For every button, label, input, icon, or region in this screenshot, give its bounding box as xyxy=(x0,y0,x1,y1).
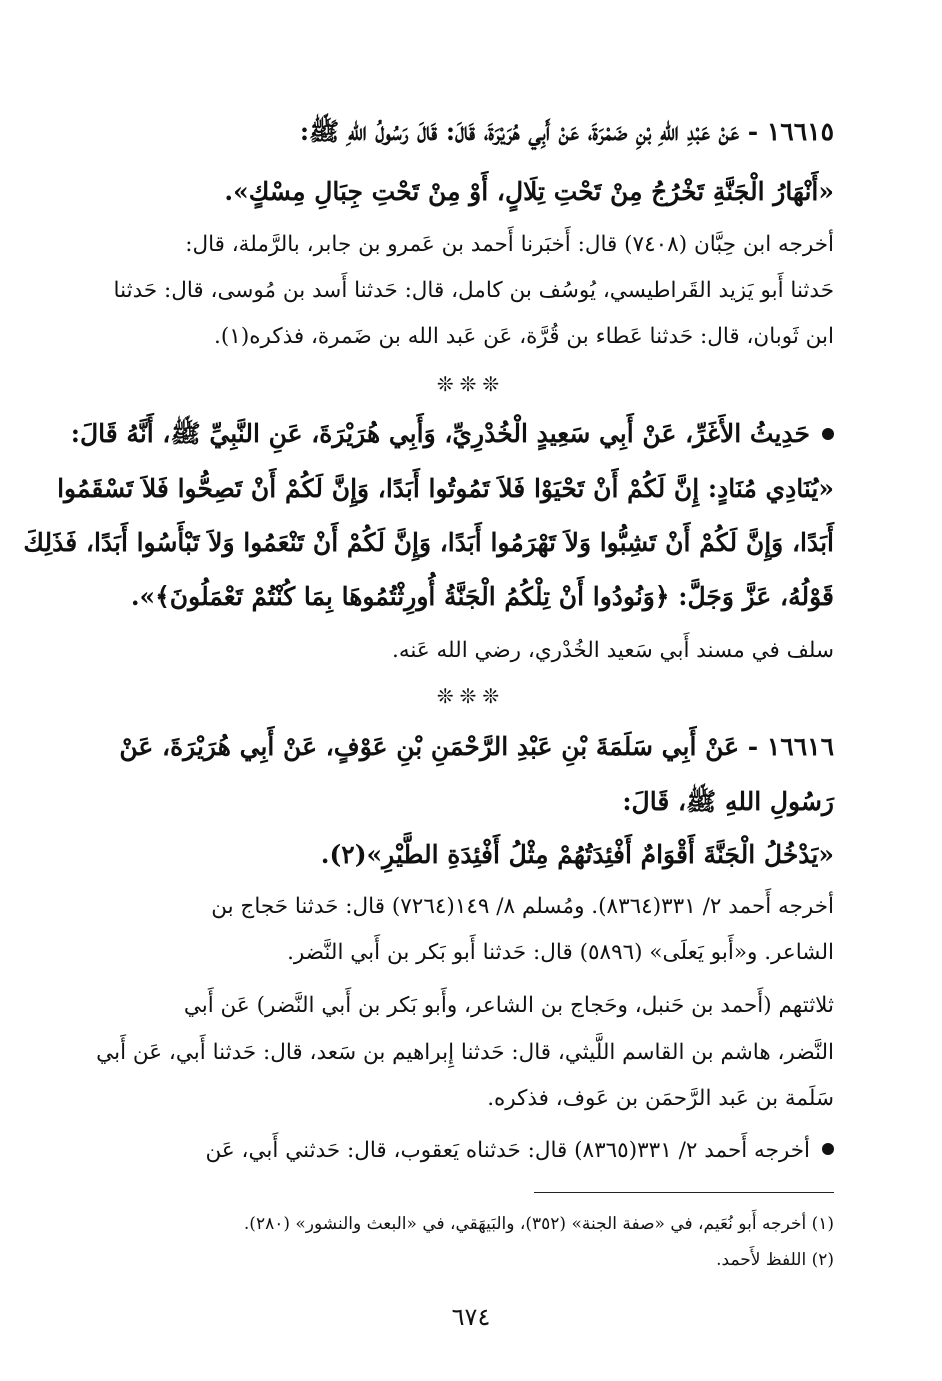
source-16616-line-1: أخرجه أَحمد ٢/ ٣٣١(٨٣٦٤). ومُسلم ٨/ ١٤٩(٧٢٦٤) قال: حَدثنا حَجاج بن xyxy=(211,894,834,919)
source-16616-line-2: الشاعر. و«أَبو يَعلَى» (٥٨٩٦) قال: حَدثنا أَبو بَكر بن أَبي النَّضر. xyxy=(287,940,834,965)
source-16616-line-3 xyxy=(108,1138,834,1165)
cross-reference-line: سلف في مسند أَبي سَعيد الخُدْري، رضي الله عَنه. xyxy=(391,638,834,663)
page-number: ٦٧٤ xyxy=(451,1303,491,1331)
bullet-icon xyxy=(822,428,834,440)
section-separator-2: ❊❊❊ xyxy=(436,684,506,708)
hadith-agharr-line-4: قَوْلُهُ، عَزَّ وَجَلَّ: ﴿وَنُودُوا أَنْ تِلْكُمُ الْجَنَّةُ أُورِثْتُمُوهَا بِمَا كُنْتُمْ تَعْمَلُونَ﴾». xyxy=(130,582,834,611)
section-separator: ❊❊❊ xyxy=(436,372,506,396)
source-line-2: حَدثنا أَبو يَزيد القَراطيسي، يُوسُف بن كامل، قال: حَدثنا أَسد بن مُوسى، قال: حَدثنا xyxy=(113,278,834,303)
hadith-16616-line-1: ١٦٦١٦ - عَنْ أَبِي سَلَمَةَ بْنِ عَبْدِ الرَّحْمَنِ بْنِ عَوْفٍ، عَنْ أَبِي هُرَيْرَةَ، عَنْ xyxy=(119,732,834,761)
footnote-divider xyxy=(534,1192,834,1193)
source-16616-text-3: أخرجه أَحمد ٢/ ٣٣١(٨٣٦٥) قال: حَدثناه يَعقوب، قال: حَدثني أَبي، عَن xyxy=(205,1138,810,1163)
hadith-16616-line-2: رَسُولِ اللهِ ﷺ، قَالَ: xyxy=(622,787,834,816)
bullet-icon xyxy=(822,1143,834,1155)
chain-line-2: النَّضر، هاشم بن القاسم اللَّيثي، قال: حَدثنا إِبراهيم بن سَعد، قال: حَدثنا أَبي، عَن أَبي xyxy=(96,1040,834,1065)
hadith-agharr-line-3: أَبَدًا، وَإِنَّ لَكُمْ أَنْ تَشِبُّوا وَلاَ تَهْرَمُوا أَبَدًا، وَإِنَّ لَكُمْ أَنْ تَنْعَمُوا وَلاَ تَبْأَسُوا أَبَدًا، فَذَلِكَ xyxy=(23,528,834,557)
hadith-16615-line-2: «أَنْهَارُ الْجَنَّةِ تَخْرُجُ مِنْ تَحْتِ تِلَالٍ، أَوْ مِنْ تَحْتِ جِبَالِ مِسْكٍ». xyxy=(224,177,834,206)
hadith-agharr-line-2: «يُنَادِي مُنَادٍ: إِنَّ لَكُمْ أَنْ تَحْيَوْا فَلاَ تَمُوتُوا أَبَدًا، وَإِنَّ لَكُمْ أَنْ تَصِحُّوا فَلاَ تَسْقَمُوا xyxy=(57,474,834,503)
chain-line-3: سَلَمة بن عَبد الرَّحمَن بن عَوف، فذكره. xyxy=(487,1086,834,1111)
footnote-1: (١) أخرجه أَبو نُعَيم، في «صفة الجنة» (٣٥٢)، والبَيهَقي، في «البعث والنشور» (٢٨٠). xyxy=(243,1214,834,1234)
hadith-16615-line-1: ١٦٦١٥ - عَنْ عَبْدِ اللهِ بْنِ ضَمْرَةَ، عَنْ أَبِي هُرَيْرَةَ، قَالَ: قَالَ رَسُولُ اللهِ ﷺ: xyxy=(299,117,834,146)
source-line-1: أخرجه ابن حِبَّان (٧٤٠٨) قال: أَخبَرنا أَحمد بن عَمرو بن جابر، بالرَّملة، قال: xyxy=(185,232,834,257)
hadith-agharr-line-1 xyxy=(70,418,834,449)
hadith-16616-line-3: «يَدْخُلُ الْجَنَّةَ أَقْوَامٌ أَفْئِدَتُهُمْ مِثْلُ أَفْئِدَةِ الطَّيْرِ»(٢). xyxy=(320,840,834,869)
hadith-agharr-text-1: حَدِيثُ الأَغَرِّ، عَنْ أَبِي سَعِيدٍ الْخُدْرِيِّ، وَأَبِي هُرَيْرَةَ، عَنِ النَّبِيِّ ﷺ، أَنَّهُ قَالَ: xyxy=(70,419,810,448)
source-line-3: ابن ثَوبان، قال: حَدثنا عَطاء بن قُرَّة، عَن عَبد الله بن ضَمرة، فذكره(١). xyxy=(214,324,834,349)
footnote-2: (٢) اللفظ لأَحمد. xyxy=(716,1250,834,1270)
chain-line-1: ثلاثتهم (أَحمد بن حَنبل، وحَجاج بن الشاعر، وأَبو بَكر بن أَبي النَّضر) عَن أَبي xyxy=(183,993,834,1018)
